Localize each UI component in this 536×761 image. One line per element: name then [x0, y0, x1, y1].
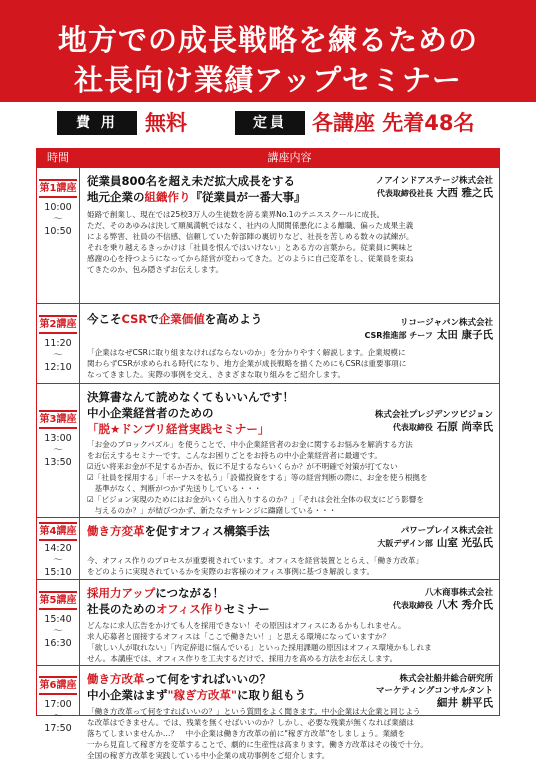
session-time: [37, 699, 79, 735]
time-separator: 〜: [53, 626, 63, 637]
session-description: [87, 347, 493, 380]
description-line: ☑近い将来お金が不足するか否か、仮に不足するならいくらか？が不明確で対策が打てない: [87, 462, 398, 471]
time-start: 13:00: [44, 433, 72, 444]
title-text: で: [147, 312, 159, 326]
speaker-role: 大阪デザイン部: [377, 539, 433, 548]
description-line: 一から見直して稼ぎ方を変革することで、劇的に生産性は高まります。働き方改革はその後で十分。: [87, 740, 428, 749]
session-row-1: [37, 167, 499, 303]
session-time-cell: [37, 384, 79, 517]
description-line: 求人応募者と面接するオフィスは「ここで働きたい！」と思える環境になっていますか？: [87, 632, 390, 641]
speaker-block: [375, 409, 493, 434]
session-time-cell: [37, 666, 79, 734]
title-text: 地元企業の: [87, 190, 145, 204]
description-line: による弊害、社員の不信感、信頼していた幹部陣の裏切りなど、社長を苦しめる数々の試練が。: [87, 232, 414, 241]
description-line: てきたのか、包み隠さずお伝えします。: [87, 265, 224, 274]
time-separator: 〜: [53, 214, 63, 225]
time-separator: 〜: [53, 350, 63, 361]
speaker-name: 山室 光弘氏: [436, 537, 493, 549]
column-header-time: 時間: [37, 149, 79, 167]
capacity-label: 定員: [235, 111, 305, 135]
time-separator: 〜: [53, 445, 63, 456]
title-highlight: 企業価値: [158, 312, 205, 326]
description-line: ただ、そのあゆみは決して順風満帆ではなく、社内の人間関係悪化による離職、偏った成果主義: [87, 221, 414, 230]
speaker-role: マーケティングコンサルタント: [375, 686, 493, 696]
session-time-cell: [37, 518, 79, 579]
title-text: につながる！: [155, 586, 224, 600]
speaker-role: CSR推進部 チーフ: [364, 331, 433, 340]
title-text: って何をすればいいの？: [144, 672, 271, 686]
session-time-cell: [37, 304, 79, 383]
description-line: 今、オフィス作りのプロセスが重要視されています。オフィスを経営装置ととらえ、「働き方改革」: [87, 556, 424, 565]
time-separator: 〜: [53, 711, 63, 722]
session-number: 第3講座: [39, 410, 77, 429]
speaker-company: リコージャパン株式会社: [400, 318, 493, 328]
title-text: を促すオフィス構築手法: [144, 524, 270, 538]
session-time: [37, 202, 79, 238]
title-text: 中小企業はまず: [87, 688, 168, 702]
description-line: なってきました。実際の事例を交え、さまざまな取り組みをご紹介します。: [87, 370, 346, 379]
session-time: [37, 433, 79, 469]
speaker-block: [393, 587, 493, 612]
speaker-name: 八木 秀介氏: [436, 599, 493, 611]
description-line: な改革はできません。では、残業を無くせばいいのか？しかし、必要な残業が無くなれば業績は: [87, 718, 414, 727]
title-highlight: 働き方改革: [87, 672, 145, 686]
session-description: [87, 706, 493, 761]
title-highlight: CSR: [121, 312, 148, 326]
session-number: 第5講座: [39, 591, 77, 610]
session-title-line2: 中小企業経営者のための: [87, 406, 214, 420]
session-row-6: [37, 665, 499, 760]
title-text: 社長のための: [87, 602, 156, 616]
session-description: [87, 209, 493, 275]
session-content: [87, 585, 493, 664]
title-highlight: "稼ぎ方改革": [167, 688, 237, 702]
session-time-cell: [37, 580, 79, 665]
speaker-company: パワープレイス株式会社: [400, 526, 493, 536]
session-content: [87, 671, 493, 761]
session-time: [37, 614, 79, 650]
session-time: [37, 543, 79, 579]
description-line: 感謝の心を持つようになってから経営が変わってきた。どのように自己変革をし、従業員を束ね: [87, 254, 414, 263]
description-line: 「企業はなぜCSRに取り組まなければならないのか」を分かりやすく解説します。企業規模に: [87, 348, 406, 357]
time-end: 13:50: [44, 457, 72, 468]
session-content: [87, 389, 493, 516]
time-end: 17:50: [44, 723, 72, 734]
session-title-line1: 決算書なんて読めなくてもいいんです！: [87, 390, 294, 404]
speaker-role: 代表取締役: [392, 601, 433, 610]
session-time: [37, 338, 79, 374]
time-end: 16:30: [44, 638, 72, 649]
description-line: 「働き方改革って何をすればいいの？」という質問をよく聞きます。中小企業は大企業と同じよう: [87, 707, 421, 716]
time-end: 12:10: [44, 362, 72, 373]
description-line: ☑「社員を採用する」「ボーナスを払う」「設備投資をする」等の経営判断の際に、お金を使う根拠を: [87, 473, 428, 482]
description-line: 全国の稼ぎ方改革を実践している中小企業の成功事例をご紹介します。: [87, 751, 330, 760]
title-highlight: 組織作り: [144, 190, 191, 204]
session-content: [87, 173, 493, 275]
session-number: 第1講座: [39, 179, 77, 198]
description-line: をお伝えするセミナーです。こんなお困りごとをお持ちの中小企業経営者に最適です。: [87, 451, 382, 460]
session-content: [87, 309, 493, 380]
speaker-block: [377, 525, 493, 550]
speaker-company: 八木商事株式会社: [424, 588, 493, 598]
speaker-role: 代表取締役社長: [376, 189, 433, 198]
session-description: [87, 620, 493, 664]
capacity-value: 各講座 先着48名: [312, 111, 475, 135]
time-start: 10:00: [44, 202, 72, 213]
description-line: 与えるのか？」が結びつかず、新たなチャレンジに躊躇している・・・: [87, 506, 337, 515]
speaker-role: 代表取締役: [392, 423, 433, 432]
speaker-name: 細井 耕平氏: [436, 697, 493, 709]
session-number: 第4講座: [39, 522, 77, 541]
session-row-2: [37, 303, 499, 383]
description-line: それを乗り越えるきっかけは「社員を恨んではいけない」とある方の言葉から。従業員に興味と: [87, 243, 414, 252]
speaker-company: ノアインドアステージ株式会社: [375, 176, 493, 186]
title-text: に取り組もう: [236, 688, 306, 702]
time-end: 15:10: [44, 567, 72, 578]
description-line: 「お金のブロックパズル」を使うことで、中小企業経営者のお金に関するお悩みを解消する方法: [87, 440, 413, 449]
time-end: 10:50: [44, 226, 72, 237]
description-line: をどのように実現されているかを実際のお客様のオフィス事例に基づき解説します。: [87, 567, 375, 576]
title-text: セミナー: [223, 602, 270, 616]
speaker-block: [376, 175, 493, 200]
session-number: 第6講座: [39, 676, 77, 695]
description-line: せん。本講座では、オフィス作りを工夫するだけで、採用力を高める方法をお伝えします。: [87, 654, 398, 663]
speaker-company: 株式会社プレジデンツビジョン: [374, 410, 493, 420]
description-line: 落ちてしまいませんか…？ 中小企業は働き方改革の前に"稼ぎ方改革"をしましょう。業績を: [87, 729, 406, 738]
column-header-content: 講座内容: [80, 149, 499, 167]
session-row-3: [37, 383, 499, 517]
info-row: [0, 108, 536, 138]
session-row-5: [37, 579, 499, 665]
session-time-cell: [37, 168, 79, 303]
description-line: 姫路で創業し、現在では25校3万人の生徒数を誇る業界No.1のテニススクールに成長。: [87, 210, 385, 219]
speaker-company: 株式会社船井総合研究所: [399, 674, 493, 684]
title-text: を高めよう: [204, 312, 263, 326]
title-highlight: オフィス作り: [156, 602, 224, 616]
session-row-4: [37, 517, 499, 579]
session-description: [87, 555, 493, 577]
seminar-title-line2: 社長向け業績アップセミナー: [74, 63, 462, 97]
fee-value: 無料: [145, 111, 187, 135]
time-separator: 〜: [53, 555, 63, 566]
description-line: 基準がなく、判断がつかず先送りしている・・・: [87, 484, 262, 493]
description-line: 「欲しい人が取れない」「内定辞退に悩んでいる」といった採用課題の原因はオフィス環境かもしれま: [87, 643, 432, 652]
speaker-name: 大西 雅之氏: [436, 187, 493, 199]
speaker-name: 石原 尚幸氏: [436, 421, 493, 433]
time-start: 17:00: [44, 699, 72, 710]
session-number: 第2講座: [39, 315, 77, 334]
description-line: 関わらずCSRが求められる時代になり、地方企業が成長戦略を描くためにもCSRは重要事項に: [87, 359, 407, 368]
seminar-title-line1: 地方での成長戦略を練るための: [57, 23, 478, 57]
description-line: どんなに求人広告をかけても人を採用できない！その原因はオフィスにあるかもしれません。: [87, 621, 406, 630]
session-description: [87, 439, 493, 516]
title-banner: [0, 0, 536, 102]
title-highlight: 働き方変革: [87, 524, 145, 538]
title-highlight: 採用力アップ: [87, 586, 156, 600]
speaker-block: [365, 317, 493, 342]
session-content: [87, 523, 493, 577]
description-line: ☑「ビジョン実現のためにはお金がいくら出入りするのか？」「それは会社全体の収支にどう影響を: [87, 495, 424, 504]
session-title-line3: 「脱★ドンブリ経営実践セミナー」: [87, 422, 270, 436]
session-title-line1: 従業員800名を超え未だ拡大成長をする: [87, 174, 296, 188]
title-text: 『従業員が一番大事』: [190, 190, 306, 204]
speaker-name: 太田 康子氏: [436, 329, 493, 341]
time-start: 14:20: [44, 543, 72, 554]
schedule-table: [36, 148, 500, 760]
time-start: 11:20: [44, 338, 72, 349]
speaker-block: [376, 673, 493, 709]
fee-label: 費 用: [57, 111, 137, 135]
time-start: 15:40: [44, 614, 72, 625]
title-text: 今こそ: [87, 312, 122, 326]
